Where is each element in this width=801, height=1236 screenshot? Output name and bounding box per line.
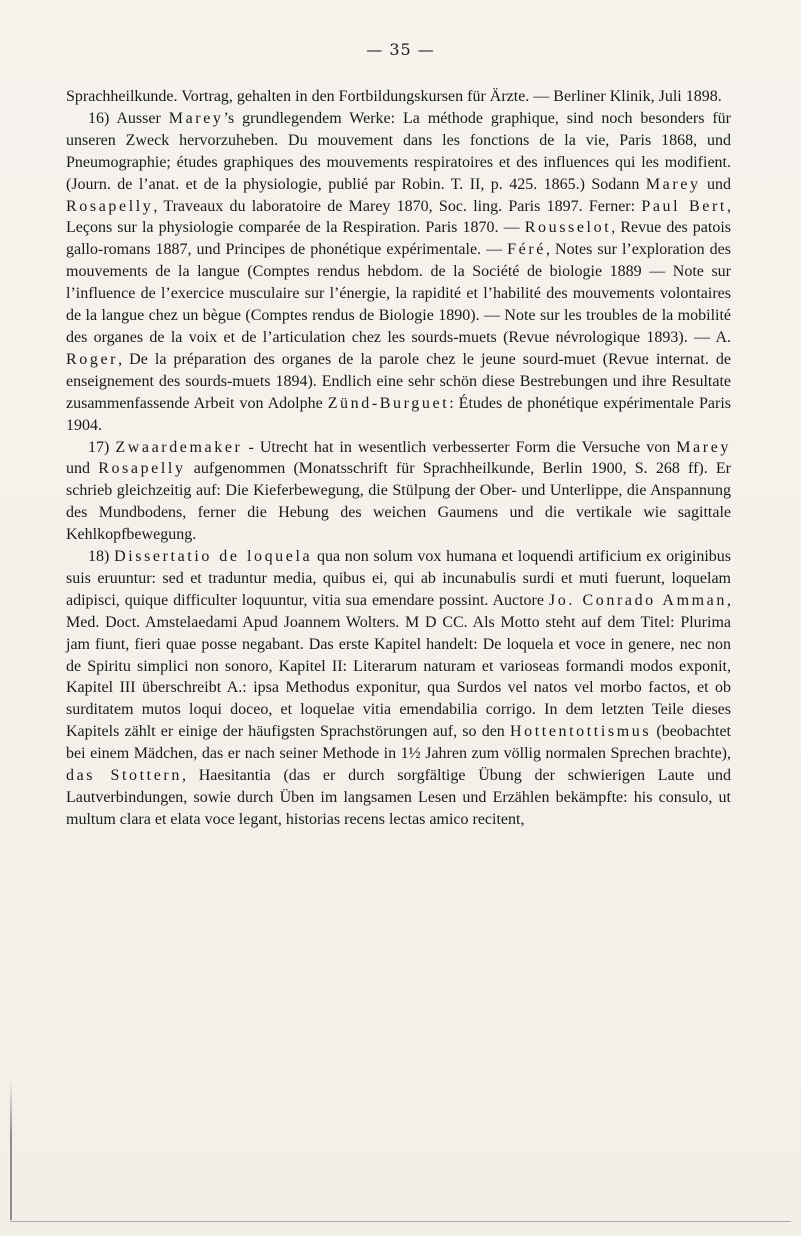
spaced-name: das Stottern xyxy=(66,767,182,785)
spaced-name: Rousselot xyxy=(524,219,612,237)
spaced-name: Zünd-Burguet xyxy=(327,394,450,412)
spaced-name: Rosapelly xyxy=(98,460,186,478)
spaced-name: Dissertatio de loquela xyxy=(114,548,313,566)
spaced-name: Roger xyxy=(66,350,119,368)
spaced-name: Féré xyxy=(507,241,546,259)
scan-bottom-edge xyxy=(10,1221,791,1222)
text-run: 17) xyxy=(88,438,116,456)
text-run: , Revue des patois gallo-romans 1887, und Principes de phonétique expérimentale. — xyxy=(66,219,732,259)
scan-edge-shadow xyxy=(10,1080,12,1220)
spaced-name: Hottentottismus xyxy=(509,723,652,741)
text-run: , Haesitantia (das er durch sorgfältige Übung der schwierigen Laute und Lautverbindungen, sowie durch Üben im langsamen Lesen und Erzählen bekämpfte: his consulo, ut multum clara et elata voce legant, historias recens lectas amico recitent, xyxy=(66,767,731,828)
text-run: , Notes sur l’exploration des mouvements de la langue (Comptes rendus hebdom. de la Société de biologie 1889 — Note sur l’influence de l’exercice musculaire sur l’énergie, la rapidité et l’habilité des mouvements volontaires de la langue chez un bègue (Comptes rendus de Biologie 1890). — Note sur les troubles de la mobilité des organes de la voix et de l’articulation chez les sourds-muets (Revue névrologique 1893). — A. xyxy=(66,241,731,346)
note-18 xyxy=(66,546,731,831)
page-number: — 35 — xyxy=(366,40,435,59)
note-17 xyxy=(66,437,731,547)
text-run: aufgenommen (Monatsschrift für Sprachheilkunde, Berlin 1900, S. 268 ff). Er schrieb gleichzeitig auf: Die Kieferbewegung, die Stülpung der Ober- und Unterlippe, die Anspannung des Mundbodens, ferner die Hebung des weichen Gaumens und die vertikale wie sagittale Kehlkopfbewegung. xyxy=(66,460,732,544)
spaced-name: Jo. Conrado Amman xyxy=(548,591,727,609)
text-run: , Med. Doct. Amstelaedami Apud Joannem Wolters. M D CC. Als Motto steht auf dem Titel: Plurima jam fiunt, fieri quae posse negabant. Das erste Kapitel handelt: De loquela et voce in genere, nec non de Spiritu simplici non sonoro, Kapitel II: Literarum naturam et varioseas formandi modos exponit, Kapitel III überschreibt A.: ipsa Methodus exponitur, qua Surdos vel natos vel morbo factos, et ob surditatem mutos loqui doceo, et loquelae vitia emendabilia corrigo. In dem letzten Teile dieses Kapitels zählt er einige der häufigsten Sprachstörungen auf, so den xyxy=(66,591,731,741)
text-run: und xyxy=(700,175,731,193)
note-16 xyxy=(66,108,731,437)
spaced-name: Marey xyxy=(645,175,701,193)
spaced-name: Paul Bert xyxy=(641,197,727,215)
text-run: Sprachheilkunde. Vortrag, gehalten in den Fortbildungskursen für Ärzte. — Berliner Klinik, Juli 1898. xyxy=(66,88,722,105)
text-run: - Utrecht hat in wesentlich verbesserter Form die Versuche von xyxy=(242,438,677,456)
text-run: : Études de phonétique expérimentale Paris 1904. xyxy=(66,394,732,434)
body-text xyxy=(66,86,731,831)
text-run: , Leçons sur la physiologie comparée de la Respiration. Paris 1870. — xyxy=(66,197,731,237)
text-run: und xyxy=(66,460,99,478)
spaced-name: Zwaardemaker xyxy=(115,438,243,456)
text-run: qua non solum vox humana et loquendi artificium ex originibus suis eruuntur: sed et traduntur media, quibus ei, qui ab incunabulis surdi et muti fuerunt, loquelam adipisci, quique difficulter loquuntur, vitia sua emendare possint. Auctore xyxy=(66,548,732,609)
paragraph-continuation xyxy=(66,86,731,108)
text-run: , De la préparation des organes de la parole chez le jeune sourd-muet (Revue internat. de enseignement des sourds-muets 1894). Endlich eine sehr schön diese Bestrebungen und ihre Resultate zusammenfassende Arbeit von Adolphe xyxy=(66,350,731,412)
spaced-name: Marey xyxy=(676,438,731,456)
text-run: ’s grundlegendem Werke: La méthode graphique, sind noch besonders für unseren Zweck hervorzuheben. Du mouvement dans les fonctions de la vie, Paris 1868, und Pneumographie; études graphiques des mouvements respiratoires et des influences qui les modifient. (Journ. de l’anat. et de la physiologie, publié par Robin. T. II, p. 425. 1865.) Sodann xyxy=(66,109,732,193)
text-run: 16) Ausser xyxy=(88,109,169,127)
text-run: (beobachtet bei einem Mädchen, das er nach seiner Methode in 1½ Jahren zum völlig normalen Sprechen brachte), xyxy=(66,723,731,763)
spaced-name: Rosapelly xyxy=(66,197,154,215)
text-run: , Traveaux du laboratoire de Marey 1870, Soc. ling. Paris 1897. Ferner: xyxy=(153,197,642,215)
text-run: 18) xyxy=(88,548,115,566)
spaced-name: Marey xyxy=(168,109,224,127)
